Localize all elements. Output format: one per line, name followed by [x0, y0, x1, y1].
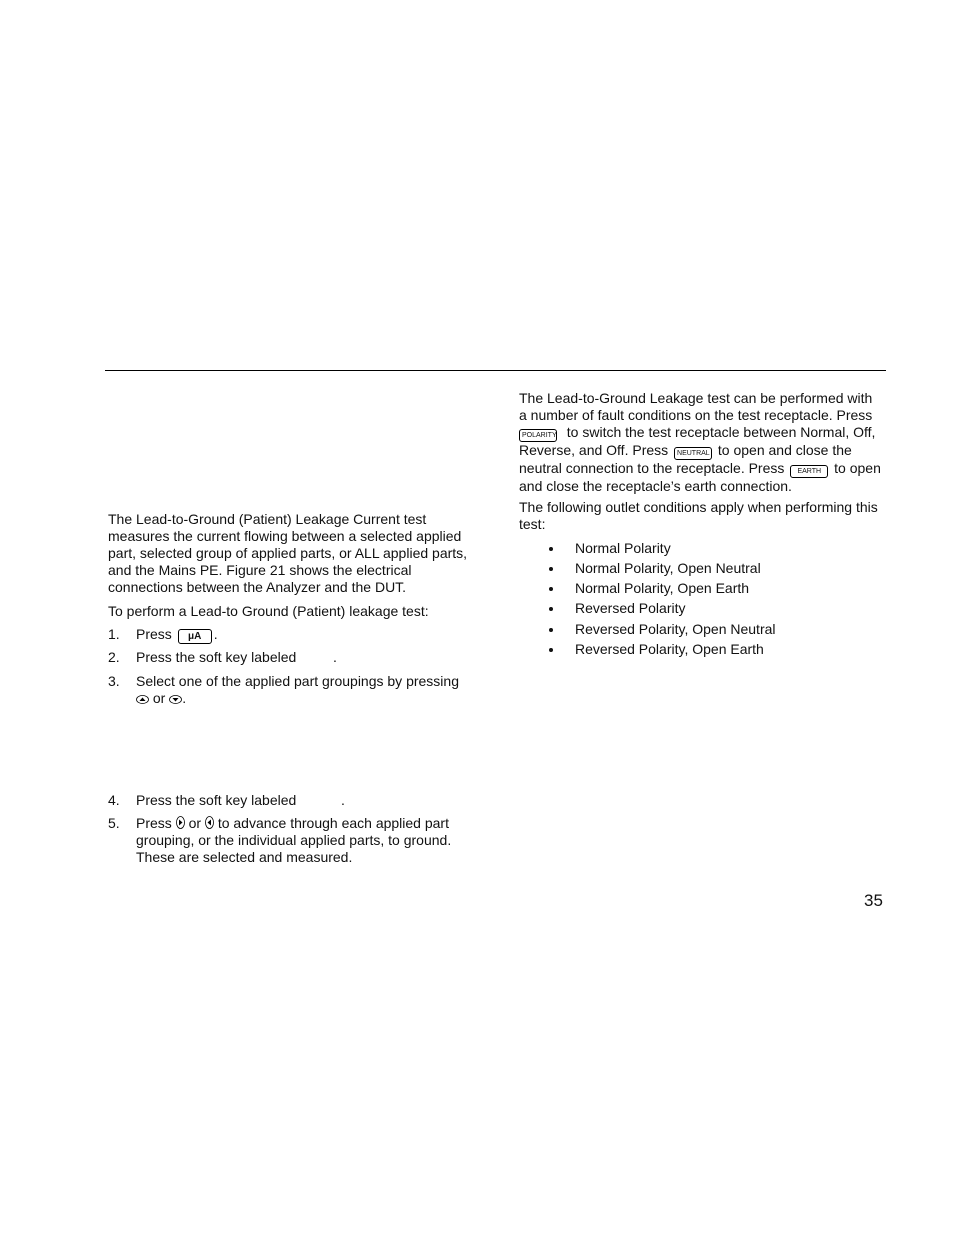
list-item: Reversed Polarity, Open Neutral	[575, 621, 776, 637]
step-5: Press or to advance through each applied part grouping, or the individual applied parts, to ground. These are selected and measured.	[136, 815, 452, 865]
step-3: Select one of the applied part groupings by pressing or .	[136, 673, 476, 707]
procedure-lead: To perform a Lead-to Ground (Patient) leakage test:	[108, 603, 429, 619]
step-2	[136, 649, 296, 666]
step-2-number: 2.	[108, 649, 120, 665]
step-3-text: Select one of the applied part groupings by pressing	[136, 673, 459, 689]
step-5-number: 5.	[108, 815, 120, 831]
polarity-key-icon: POLARITY	[519, 429, 557, 442]
step-1: Press μA .	[136, 626, 218, 642]
step-4	[136, 792, 296, 809]
earth-key-icon: EARTH	[790, 465, 828, 478]
intro-paragraph: The Lead-to-Ground (Patient) Leakage Current test measures the current flowing between a selected applied part, selected group of applied parts, or ALL applied parts, and the Mains PE. Figure 21 shows the electrical connections between the Analyzer and the DUT.	[108, 511, 468, 595]
bullet-icon	[549, 547, 553, 551]
step-4-text: Press the soft key labeled	[136, 792, 297, 808]
step-4-period: .	[341, 792, 345, 808]
header-rule	[105, 370, 886, 371]
outlet-conditions-intro: The following outlet conditions apply when performing this test:	[519, 499, 878, 532]
microamp-key-icon: μA	[178, 629, 212, 644]
step-1-text: Press	[136, 626, 172, 642]
neutral-key-icon: NEUTRAL	[674, 447, 712, 460]
bullet-icon	[549, 628, 553, 632]
fault-conditions-paragraph: The Lead-to-Ground Leakage test can be performed with a number of fault conditions on the test receptacle. Press POLARITY to switch the test receptacle between Normal, Off, Reverse, and Off. Press NEUTRAL to open and close the neutral connection to the receptacle. Press EARTH to open and close the receptacle’s earth connection.	[519, 390, 881, 494]
step-2-period: .	[333, 649, 337, 665]
list-item: Normal Polarity, Open Earth	[575, 580, 750, 596]
bullet-icon	[549, 648, 553, 652]
list-item: Reversed Polarity	[575, 600, 686, 616]
left-arrow-key-icon	[205, 816, 214, 829]
up-arrow-key-icon	[136, 695, 149, 704]
list-item: Normal Polarity, Open Neutral	[575, 560, 761, 576]
list-item: Reversed Polarity, Open Earth	[575, 641, 764, 657]
step-4-number: 4.	[108, 792, 120, 808]
step-1-number: 1.	[108, 626, 120, 642]
down-arrow-key-icon	[169, 695, 182, 704]
page-number: 35	[864, 891, 883, 910]
bullet-icon	[549, 607, 553, 611]
list-item: Normal Polarity	[575, 540, 671, 556]
bullet-icon	[549, 587, 553, 591]
bullet-icon	[549, 567, 553, 571]
step-2-text: Press the soft key labeled	[136, 649, 297, 665]
right-arrow-key-icon	[176, 816, 185, 829]
step-3-number: 3.	[108, 673, 120, 689]
